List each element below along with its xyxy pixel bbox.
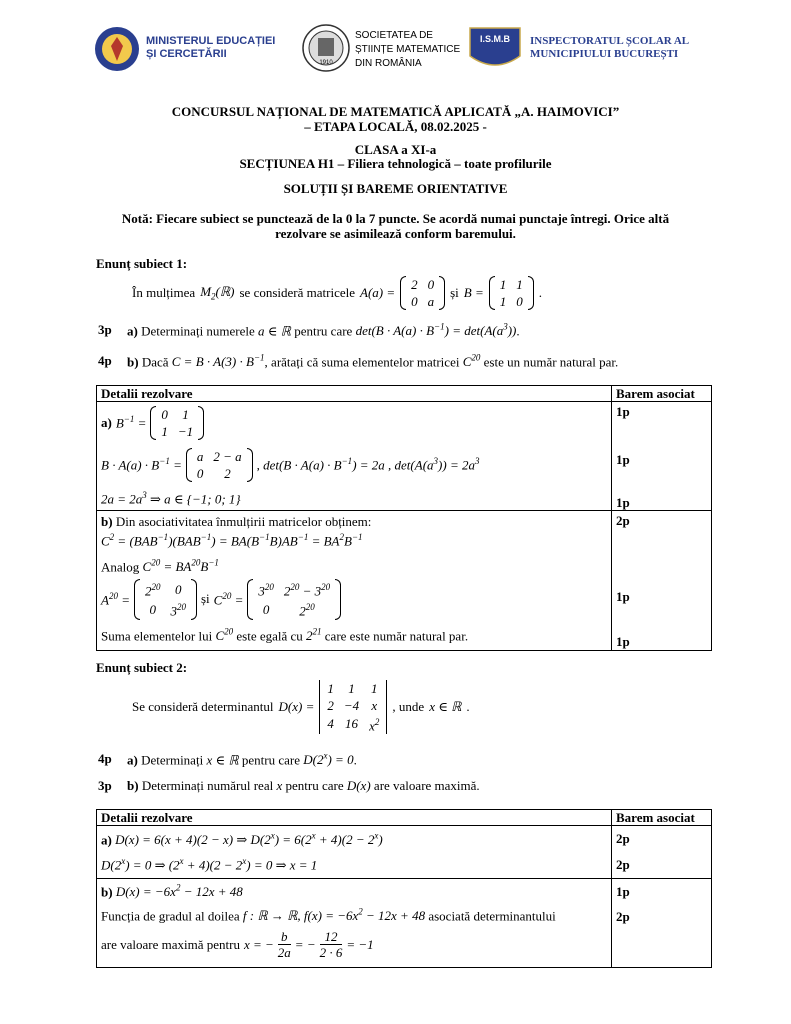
- s2-a-points: 4p: [98, 751, 112, 766]
- note-line2: rezolvare se asimilează conform baremului.: [275, 226, 516, 241]
- s1-a-points: 3p: [98, 322, 112, 337]
- s1-sol-a1: a) $B^{-1}$ = 0 1 1 −1: [101, 406, 204, 440]
- s2-pt-3: 1p: [616, 884, 630, 899]
- s2-b-points: 3p: [98, 778, 112, 793]
- s2-sol-a2: $D(2^x) = 0$ ⇒ $(2^x + 4)(2 - 2^x) = 0$ ⇒ x = 1: [101, 856, 318, 873]
- subtitle: SOLUȚII ȘI BAREME ORIENTATIVE: [283, 181, 508, 196]
- note-line1: Notă: Fiecare subiect se punctează de la 0 la 7 puncte. Se acordă numai punctaje întregi. Orice altă: [121, 211, 670, 226]
- s1-pt-4: 2p: [616, 513, 630, 528]
- solution-table-1: [96, 385, 712, 651]
- society-year: 1910: [319, 60, 333, 66]
- table1-header-left: Detalii rezolvare: [101, 386, 193, 401]
- contest-title: CONCURSUL NAȚIONAL DE MATEMATICĂ APLICATĂ „A. HAIMOVICI”: [171, 104, 620, 119]
- s2-sol-b3: are valoare maximă pentru x = − $\frac{b}{2a}$ = − $\frac{12}{2 \cdot 6}$ = −1: [101, 929, 374, 960]
- s1-a-text: a) Determinați numerele a ∈ ℝ pentru care $\det(B \cdot A(a) \cdot B^{-1}) = \det(A(a^3))$.: [127, 322, 520, 339]
- s2-sol-a1: a) D(x) = 6(x + 4)(2 − x) ⇒ $D(2^x) = 6(2^x + 4)(2 - 2^x)$: [101, 831, 383, 848]
- subject2-heading: Enunț subiect 2:: [96, 660, 188, 675]
- s2-pt-2: 2p: [616, 857, 630, 872]
- s1-sol-b3: Analog $C^{20} = BA^{20}B^{-1}$: [101, 558, 219, 575]
- s1-pt-1: 1p: [616, 404, 630, 419]
- s2-pt-4: 2p: [616, 909, 630, 924]
- s1-sol-b5: Suma elementelor lui $C^{20}$ este egală cu $2^{21}$ care este număr natural par.: [101, 627, 469, 644]
- s2-b-text: b) Determinați numărul real x pentru care D(x) are valoare maximă.: [127, 778, 480, 793]
- subject1-intro: În mulțimea $M_2(ℝ)$ se consideră matricele A(a) = 2 0 0 a și B = 1 1 1 0 .: [132, 277, 543, 309]
- section-title: SECȚIUNEA H1 – Filiera tehnologică – toate profilurile: [239, 156, 552, 171]
- society-logo: [302, 24, 350, 72]
- ministry-name: MINISTERUL EDUCAȚIEI ȘI CERCETĂRII: [146, 35, 276, 60]
- s1-pt-2: 1p: [616, 452, 630, 467]
- s2-sol-b2: Funcția de gradul al doilea f : ℝ → ℝ, $f(x) = -6x^2 - 12x + 48$ asociată determinantului: [101, 907, 556, 924]
- s1-pt-3: 1p: [616, 495, 630, 510]
- s1-sol-b4: $A^{20}$ = $2^{20}$ 0 0 $3^{20}$ și $C^{20}$ = $3^{20}$ $2^{20} - 3^{20}$ 0 $2^{20}$: [101, 579, 341, 620]
- subject1-heading: Enunț subiect 1:: [96, 256, 188, 271]
- ministry-logo: [94, 26, 140, 72]
- s1-b-text: b) Dacă $C = B \cdot A(3) \cdot B^{-1}$, arătați că suma elementelor matricei $C^{20}$ este un număr natural par.: [127, 353, 619, 370]
- class-title: CLASA a XI-a: [354, 142, 437, 157]
- table2-header-left: Detalii rezolvare: [101, 810, 193, 825]
- ismb-logo: I.S.M.B: [466, 26, 524, 74]
- s1-pt-5: 1p: [616, 589, 630, 604]
- solution-table-2: [96, 809, 712, 968]
- s1-sol-a3: $2a = 2a^3$ ⇒ a ∈ {−1; 0; 1}: [101, 490, 241, 507]
- s1-sol-b2: $C^2 = (BAB^{-1})(BAB^{-1}) = BA(B^{-1}B)AB^{-1} = BA^2B^{-1}$: [101, 532, 363, 549]
- s2-sol-b1: b) $D(x) = -6x^2 - 12x + 48$: [101, 883, 243, 900]
- society-name: SOCIETATEA DE ȘTIINȚE MATEMATICE DIN ROMÂNIA: [355, 30, 461, 69]
- s2-pt-1: 2p: [616, 831, 630, 846]
- table1-header-right: Barem asociat: [616, 386, 695, 401]
- s1-b-points: 4p: [98, 353, 112, 368]
- table2-header-right: Barem asociat: [616, 810, 695, 825]
- s2-a-text: a) Determinați x ∈ ℝ pentru care $D(2^x) = 0$.: [127, 751, 357, 768]
- inspectorate-name: INSPECTORATUL ȘCOLAR AL MUNICIPIULUI BUCUREȘTI: [530, 35, 690, 60]
- s1-pt-6: 1p: [616, 634, 630, 649]
- subject2-intro: Se consideră determinantul D(x) = 1 1 1 2 −4 x 4 16 $x^2$ , unde x ∈ ℝ .: [132, 680, 470, 734]
- s1-sol-a2: $B \cdot A(a) \cdot B^{-1}$ = a 2 − a 0 2 , $\det(B \cdot A(a) \cdot B^{-1}) = 2a$ , $\det(A(a^3)) = 2a^3$: [101, 449, 480, 481]
- s1-sol-b1: b) Din asociativitatea înmulțirii matricelor obținem:: [101, 514, 372, 529]
- contest-stage: – ETAPA LOCALĂ, 08.02.2025 -: [304, 119, 487, 134]
